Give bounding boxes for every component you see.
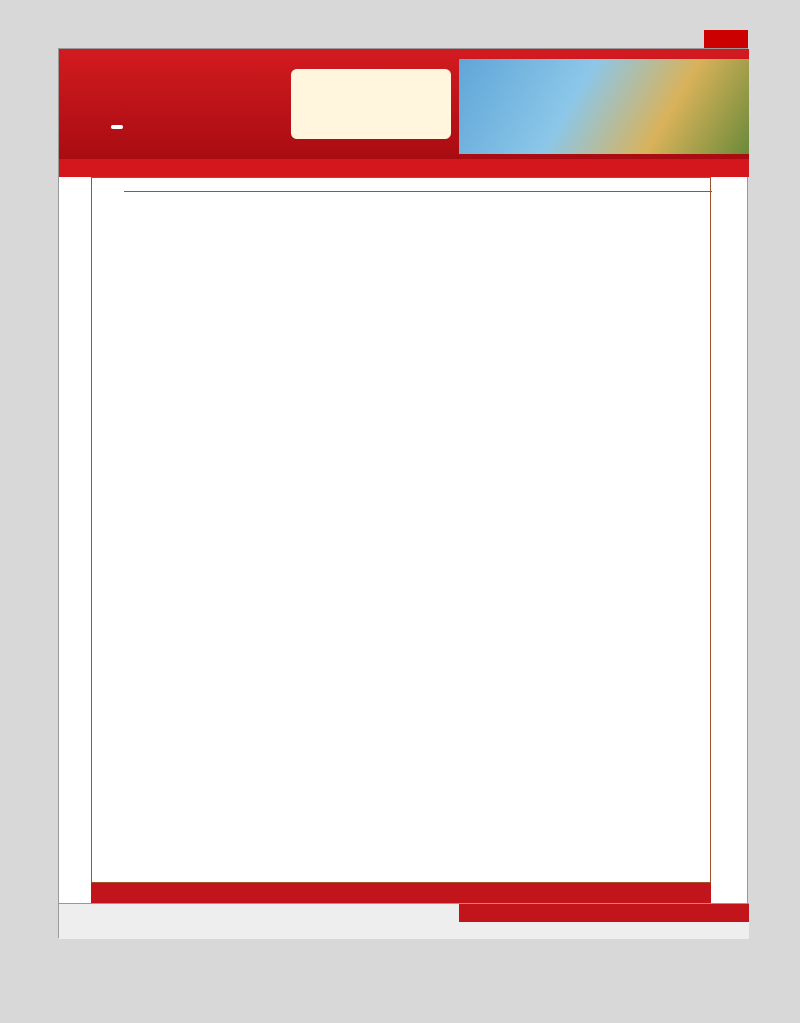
travel-photos xyxy=(459,59,749,154)
company-box xyxy=(59,903,749,939)
promo-bar xyxy=(59,159,749,177)
header-date xyxy=(516,178,590,192)
itinerary-table xyxy=(91,177,711,883)
destination-title xyxy=(291,69,451,139)
company-notice xyxy=(459,904,749,922)
footer-bar xyxy=(91,883,711,903)
header-route xyxy=(124,178,516,192)
header-banner xyxy=(59,49,749,159)
ad-tag xyxy=(704,30,748,48)
header-peer xyxy=(590,178,652,192)
ad-page xyxy=(58,48,748,938)
header-extra xyxy=(652,178,712,192)
logo-slogan xyxy=(111,125,123,129)
